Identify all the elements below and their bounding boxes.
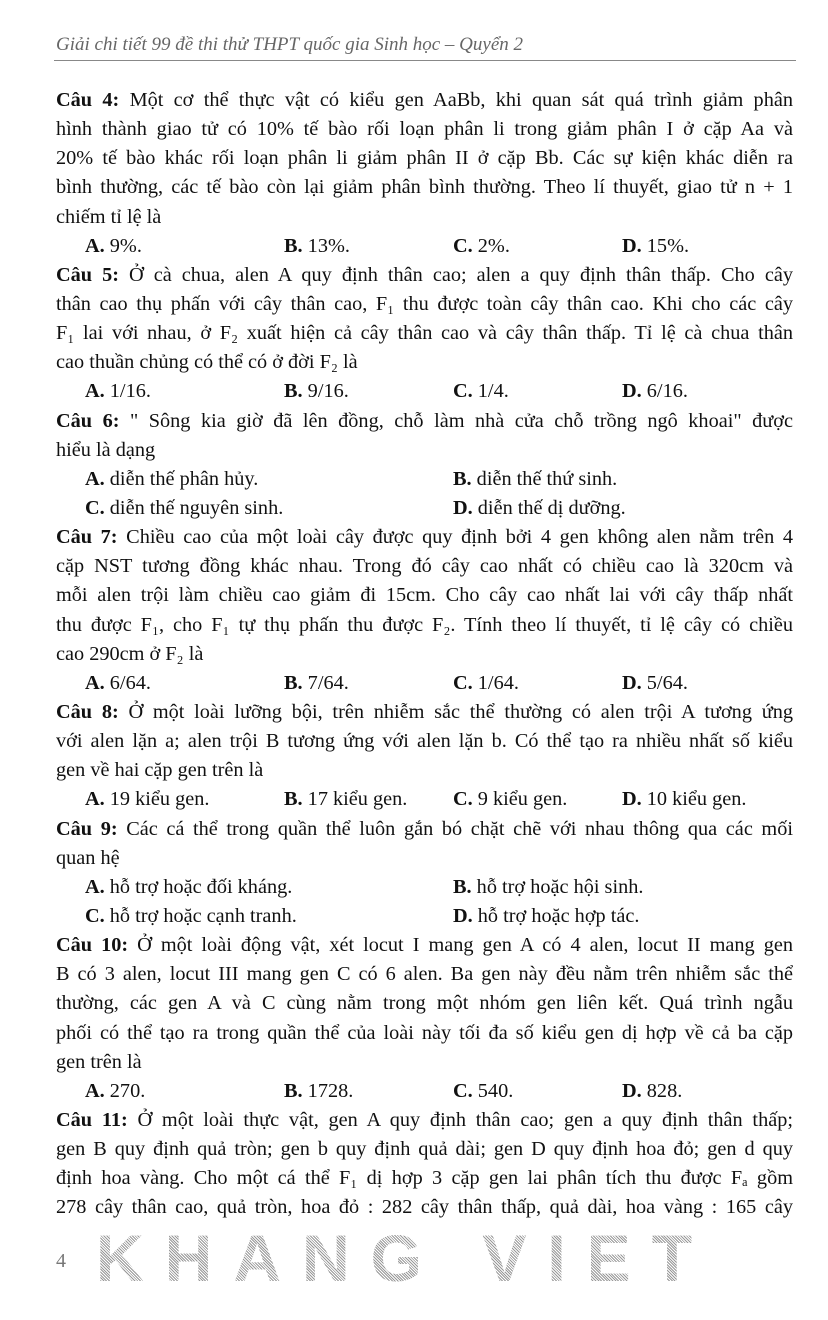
option-key: B. bbox=[453, 875, 472, 898]
watermark-logo: KHANG VIET bbox=[96, 1221, 714, 1295]
answer-option-b[interactable] bbox=[284, 377, 349, 406]
question-text: thường, các gen A và C cùng nằm trong một nhóm gen liên kết. Quá trình ngẫu bbox=[56, 992, 793, 1015]
option-text: 2%. bbox=[472, 234, 510, 257]
question-line bbox=[56, 173, 793, 202]
option-text: 1/16. bbox=[104, 380, 151, 403]
question-line bbox=[56, 290, 793, 319]
answer-option-d[interactable] bbox=[622, 669, 688, 698]
question-5 bbox=[56, 261, 793, 407]
question-text: gen B quy định quả tròn; gen b quy định quả dài; gen D quy định hoa đỏ; gen d quy bbox=[56, 1138, 793, 1161]
question-text: gen trên là bbox=[56, 1050, 142, 1073]
option-key: B. bbox=[284, 788, 303, 811]
option-text: 9/16. bbox=[302, 380, 349, 403]
question-text: cao 290cm ở F₂ là bbox=[56, 642, 204, 665]
option-key: B. bbox=[284, 380, 303, 403]
question-text: B có 3 alen, locut III mang gen C có 6 alen. Ba gen này đều nằm trên nhiễm sắc thể bbox=[56, 963, 793, 986]
question-line bbox=[56, 611, 793, 640]
answer-option-c[interactable] bbox=[85, 902, 297, 931]
answer-option-a[interactable] bbox=[85, 1077, 145, 1106]
answer-option-b[interactable] bbox=[284, 1077, 353, 1106]
answer-options bbox=[56, 902, 793, 931]
question-10 bbox=[56, 931, 793, 1106]
question-line bbox=[56, 261, 793, 290]
option-text: 13%. bbox=[302, 234, 350, 257]
question-line bbox=[56, 523, 793, 552]
option-key: A. bbox=[85, 467, 105, 490]
question-text: chiếm tỉ lệ là bbox=[56, 205, 162, 228]
option-key: B. bbox=[284, 1079, 303, 1102]
answer-options bbox=[56, 1077, 793, 1106]
answer-options bbox=[56, 785, 793, 814]
question-label: Câu 5: bbox=[56, 263, 119, 286]
option-key: D. bbox=[622, 671, 642, 694]
option-text: 9 kiểu gen. bbox=[472, 788, 568, 811]
option-text: hỗ trợ hoặc cạnh tranh. bbox=[104, 904, 297, 927]
option-key: A. bbox=[85, 234, 105, 257]
question-line bbox=[56, 756, 793, 785]
question-label: Câu 6: bbox=[56, 409, 120, 432]
answer-option-a[interactable] bbox=[85, 232, 142, 261]
question-text: Ở một loài động vật, xét locut I mang gen A có 4 alen, locut II mang gen bbox=[128, 934, 793, 957]
question-line bbox=[56, 407, 793, 436]
question-text: Ở một loài thực vật, gen A quy định thân cao; gen a quy định thân thấp; bbox=[127, 1108, 793, 1131]
option-key: D. bbox=[622, 380, 642, 403]
question-text: Ở một loài lưỡng bội, trên nhiễm sắc thể thường có alen trội A tương ứng bbox=[118, 700, 793, 723]
option-text: 9%. bbox=[104, 234, 142, 257]
option-text: 1/4. bbox=[472, 380, 509, 403]
option-key: B. bbox=[453, 467, 472, 490]
option-key: A. bbox=[85, 875, 105, 898]
question-text: Các cá thể trong quần thể luôn gắn bó chặt chẽ với nhau thông qua các mối bbox=[117, 817, 793, 840]
answer-option-b[interactable] bbox=[453, 465, 617, 494]
answer-option-c[interactable] bbox=[85, 494, 283, 523]
question-label: Câu 7: bbox=[56, 526, 118, 549]
answer-option-a[interactable] bbox=[85, 785, 209, 814]
answer-options bbox=[56, 494, 793, 523]
question-text: " Sông kia giờ đã lên đồng, chỗ làm nhà cửa chỗ trồng ngô khoai" được bbox=[119, 409, 793, 432]
question-text: hiểu là dạng bbox=[56, 438, 156, 461]
question-4 bbox=[56, 86, 793, 261]
option-key: A. bbox=[85, 1079, 105, 1102]
page-content bbox=[56, 86, 793, 1222]
answer-option-d[interactable] bbox=[453, 902, 639, 931]
answer-option-d[interactable] bbox=[622, 785, 746, 814]
option-key: B. bbox=[284, 671, 303, 694]
option-key: C. bbox=[453, 234, 473, 257]
question-line bbox=[56, 960, 793, 989]
question-text: Chiều cao của một loài cây được quy định bởi 4 gen không alen nằm trên 4 bbox=[117, 526, 793, 549]
question-line bbox=[56, 348, 793, 377]
answer-option-d[interactable] bbox=[622, 377, 688, 406]
answer-option-c[interactable] bbox=[453, 1077, 513, 1106]
question-line bbox=[56, 1164, 793, 1193]
question-label: Câu 4: bbox=[56, 89, 120, 111]
question-label: Câu 10: bbox=[56, 934, 129, 957]
question-text: thu được F₁, cho F₁ tự thụ phấn thu được F₂. Tính theo lí thuyết, tỉ lệ cây có chiều bbox=[56, 613, 793, 636]
answer-option-c[interactable] bbox=[453, 232, 510, 261]
question-11 bbox=[56, 1106, 793, 1223]
answer-options bbox=[56, 465, 793, 494]
answer-options bbox=[56, 669, 793, 698]
answer-option-d[interactable] bbox=[622, 1077, 682, 1106]
option-text: 1/64. bbox=[472, 671, 519, 694]
question-label: Câu 8: bbox=[56, 700, 119, 723]
answer-options bbox=[56, 232, 793, 261]
question-line bbox=[56, 86, 793, 115]
question-line bbox=[56, 815, 793, 844]
option-text: hỗ trợ hoặc hợp tác. bbox=[472, 904, 640, 927]
answer-option-b[interactable] bbox=[284, 232, 350, 261]
option-text: 540. bbox=[472, 1079, 514, 1102]
option-key: A. bbox=[85, 380, 105, 403]
question-text: gen về hai cặp gen trên là bbox=[56, 759, 264, 782]
question-8 bbox=[56, 698, 793, 815]
answer-option-b[interactable] bbox=[284, 785, 407, 814]
running-header: Giải chi tiết 99 đề thi thử THPT quốc gia Sinh học – Quyển 2 bbox=[56, 34, 524, 55]
option-key: D. bbox=[453, 904, 473, 927]
question-text: mỗi alen trội làm chiều cao giảm đi 15cm. Cho cây cao nhất lai với cây thấp nhất bbox=[56, 584, 793, 607]
question-line bbox=[56, 1048, 793, 1077]
answer-options bbox=[56, 377, 793, 406]
answer-option-b[interactable] bbox=[284, 669, 349, 698]
option-text: 6/64. bbox=[104, 671, 151, 694]
question-label: Câu 9: bbox=[56, 817, 118, 840]
question-line bbox=[56, 203, 793, 232]
answer-option-a[interactable] bbox=[85, 873, 292, 902]
option-text: 19 kiểu gen. bbox=[104, 788, 210, 811]
answer-option-a[interactable] bbox=[85, 377, 151, 406]
question-line bbox=[56, 1019, 793, 1048]
question-text: cặp NST tương đồng khác nhau. Trong đó cây cao nhất có chiều cao là 320cm và bbox=[56, 555, 793, 578]
option-text: 828. bbox=[641, 1079, 683, 1102]
question-text: quan hệ bbox=[56, 846, 120, 869]
question-7 bbox=[56, 523, 793, 698]
question-text: 20% tế bào khác rối loạn phân li giảm phân II ở cặp Bb. Các sự kiện khác diễn ra bbox=[56, 147, 793, 170]
question-line bbox=[56, 989, 793, 1018]
question-line bbox=[56, 640, 793, 669]
option-text: 5/64. bbox=[641, 671, 688, 694]
question-line bbox=[56, 1106, 793, 1135]
question-text: 278 cây thân cao, quả tròn, hoa đỏ : 282 cây thân thấp, quả dài, hoa vàng : 165 cây bbox=[56, 1196, 793, 1219]
option-text: hỗ trợ hoặc hội sinh. bbox=[471, 875, 644, 898]
option-key: D. bbox=[622, 234, 642, 257]
question-line bbox=[56, 436, 793, 465]
option-text: 6/16. bbox=[641, 380, 688, 403]
option-key: A. bbox=[85, 671, 105, 694]
question-text: với alen lặn a; alen trội B tương ứng với alen lặn b. Có thể tạo ra nhiều nhất số kiểu bbox=[56, 730, 793, 753]
option-key: C. bbox=[453, 788, 473, 811]
question-line bbox=[56, 581, 793, 610]
option-key: C. bbox=[453, 380, 473, 403]
question-text: định hoa vàng. Cho một cá thể F₁ dị hợp 3 cặp gen lai phân tích thu được Fₐ gồm bbox=[56, 1167, 793, 1190]
option-key: A. bbox=[85, 788, 105, 811]
question-6 bbox=[56, 407, 793, 524]
question-9 bbox=[56, 815, 793, 932]
option-text: 7/64. bbox=[302, 671, 349, 694]
option-text: 17 kiểu gen. bbox=[302, 788, 408, 811]
question-line bbox=[56, 698, 793, 727]
header-divider bbox=[54, 60, 796, 61]
answer-option-c[interactable] bbox=[453, 785, 567, 814]
option-text: diễn thế thứ sinh. bbox=[471, 467, 618, 490]
question-text: cao thuần chủng có thể có ở đời F₂ là bbox=[56, 351, 358, 374]
answer-options bbox=[56, 873, 793, 902]
option-key: C. bbox=[453, 1079, 473, 1102]
question-line bbox=[56, 319, 793, 348]
answer-option-d[interactable] bbox=[622, 232, 689, 261]
question-text: Một cơ thể thực vật có kiểu gen AaBb, khi quan sát quá trình giảm phân bbox=[119, 89, 793, 111]
option-key: D. bbox=[622, 788, 642, 811]
answer-option-a[interactable] bbox=[85, 669, 151, 698]
option-text: diễn thế dị dưỡng. bbox=[472, 496, 626, 519]
question-text: hình thành giao tử có 10% tế bào rối loạn phân li trong giảm phân I ở cặp Aa và bbox=[56, 118, 793, 141]
answer-option-c[interactable] bbox=[453, 669, 519, 698]
question-line bbox=[56, 1135, 793, 1164]
question-line bbox=[56, 552, 793, 581]
option-text: 1728. bbox=[302, 1079, 354, 1102]
option-key: C. bbox=[453, 671, 473, 694]
question-text: F₁ lai với nhau, ở F₂ xuất hiện cả cây thân cao và cây thân thấp. Tỉ lệ cà chua thân bbox=[56, 322, 793, 345]
option-text: 10 kiểu gen. bbox=[641, 788, 747, 811]
question-label: Câu 11: bbox=[56, 1108, 128, 1131]
option-text: 15%. bbox=[641, 234, 690, 257]
question-text: Ở cà chua, alen A quy định thân cao; alen a quy định thân thấp. Cho cây bbox=[119, 263, 793, 286]
answer-option-d[interactable] bbox=[453, 494, 626, 523]
option-key: C. bbox=[85, 496, 105, 519]
question-line bbox=[56, 1193, 793, 1222]
question-line bbox=[56, 844, 793, 873]
option-key: D. bbox=[453, 496, 473, 519]
question-line bbox=[56, 115, 793, 144]
answer-option-c[interactable] bbox=[453, 377, 509, 406]
answer-option-b[interactable] bbox=[453, 873, 643, 902]
option-text: diễn thế nguyên sinh. bbox=[104, 496, 284, 519]
page-number: 4 bbox=[56, 1250, 66, 1272]
option-text: 270. bbox=[104, 1079, 146, 1102]
option-key: D. bbox=[622, 1079, 642, 1102]
question-text: phối có thể tạo ra trong quần thể của loài này tối đa số kiểu gen dị hợp về cả ba cặp bbox=[56, 1021, 793, 1044]
question-text: thân cao thụ phấn với cây thân cao, F₁ thu được toàn cây thân cao. Khi cho các cây bbox=[56, 292, 793, 315]
question-line bbox=[56, 144, 793, 173]
option-key: B. bbox=[284, 234, 303, 257]
answer-option-a[interactable] bbox=[85, 465, 258, 494]
option-key: C. bbox=[85, 904, 105, 927]
question-line bbox=[56, 931, 793, 960]
question-line bbox=[56, 727, 793, 756]
option-text: hỗ trợ hoặc đối kháng. bbox=[104, 875, 293, 898]
option-text: diễn thế phân hủy. bbox=[104, 467, 259, 490]
question-text: bình thường, các tế bào còn lại giảm phân bình thường. Theo lí thuyết, giao tử n + 1 bbox=[56, 176, 793, 199]
